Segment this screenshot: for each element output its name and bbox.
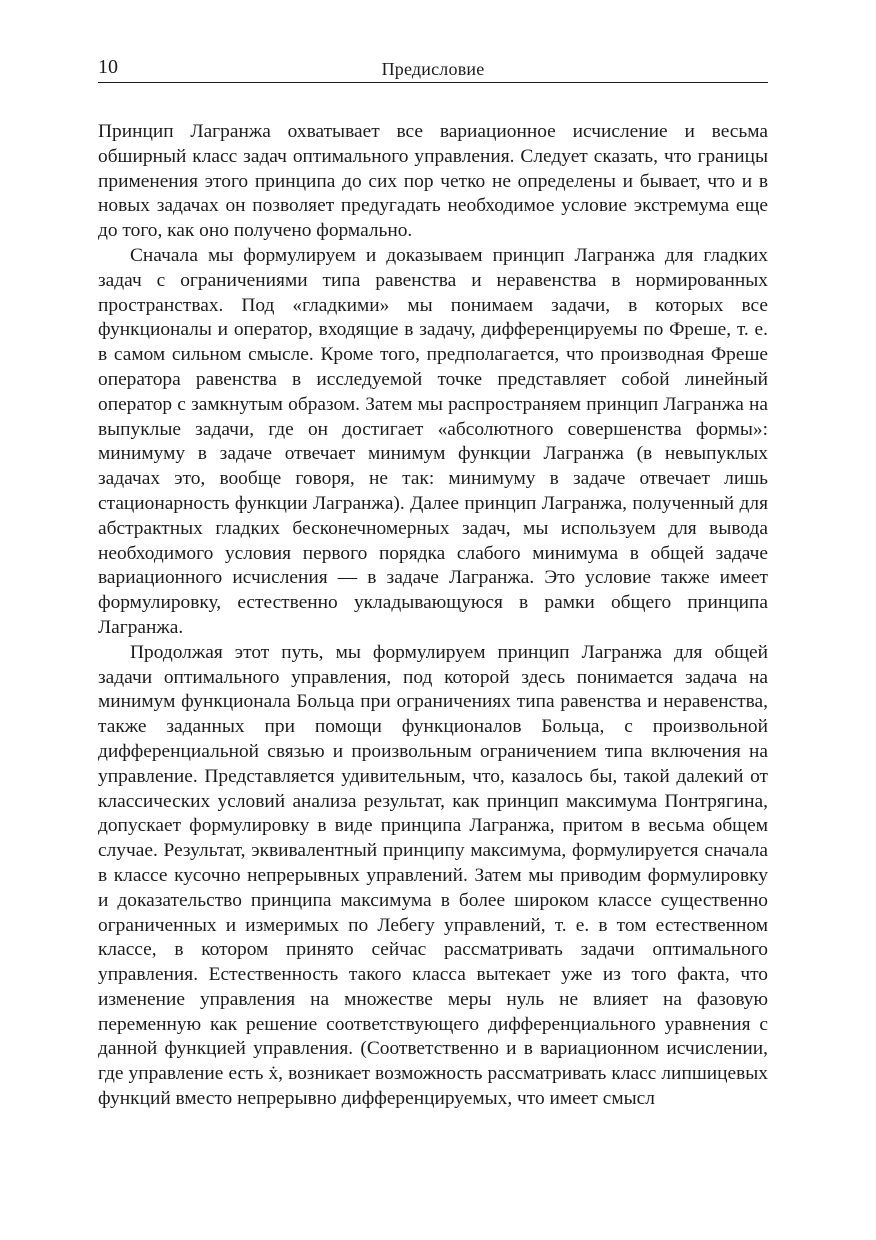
- chapter-title: Предисловие: [381, 59, 485, 79]
- paragraph-2: Сначала мы формулируем и доказываем принцип Лагранжа для гладких задач с ограничениями типа равенства и неравенства в нормированных пространствах. Под «гладкими» мы понимаем задачи, в которых все функционалы и оператор, входящие в задачу, дифференцируемы по Фреше, т. е. в самом сильном смысле. Кроме того, предполагается, что производная Фреше оператора равенства в исследуемой точке представляет собой линейный оператор с замкнутым образом. Затем мы распространяем принцип Лагранжа на выпуклые задачи, где он достигает «абсолютного совершенства формы»: минимуму в задаче отвечает минимум функции Лагранжа (в невыпуклых задачах это, вообще говоря, не так: минимуму в задаче отвечает лишь стационарность функции Лагранжа). Далее принцип Лагранжа, полученный для абстрактных гладких бесконечномерных задач, мы используем для вывода необходимого условия первого порядка слабого минимума в общей задаче вариационного исчисления — в задаче Лагранжа. Это условие также имеет формулировку, естественно укладывающуюся в рамки общего принципа Лагранжа.: [98, 244, 768, 638]
- book-page: [98, 52, 768, 1112]
- body-text: [98, 120, 768, 1112]
- running-header: [98, 52, 768, 83]
- paragraph-3: Продолжая этот путь, мы формулируем принцип Лагранжа для общей задачи оптимального управления, под которой здесь понимается задача на минимум функционала Больца при ограничениях типа равенства и неравенства, также заданных при помощи функционалов Больца, с произвольной дифференциальной связью и произвольным ограничением типа включения на управление. Представляется удивительным, что, казалось бы, такой далекий от классических условий анализа результат, как принцип максимума Понтрягина, допускает формулировку в виде принципа Лагранжа, притом в весьма общем случае. Результат, эквивалентный принципу максимума, формулируется сначала в классе кусочно непрерывных управлений. Затем мы приводим формулировку и доказательство принципа максимума в более широком классе существенно ограниченных и измеримых по Лебегу управлений, т. е. в том естественном классе, в котором принято сейчас рассматривать задачи оптимального управления. Естественность такого класса вытекает уже из того факта, что изменение управления на множестве меры нуль не влияет на фазовую переменную как решение соответствующего дифференциального уравнения с данной функцией управления. (Соответственно и в вариационном исчислении, где управление есть ẋ, возникает возможность рассматривать класс липшицевых функций вместо непрерывно дифференцируемых, что имеет смысл: [98, 641, 768, 1110]
- paragraph-1: Принцип Лагранжа охватывает все вариационное исчисление и весьма обширный класс задач оптимального управления. Следует сказать, что границы применения этого принципа до сих пор четко не определены и бывает, что и в новых задачах он позволяет предугадать необходимое условие экстремума еще до того, как оно получено формально.: [98, 121, 768, 242]
- page-number: 10: [98, 56, 118, 78]
